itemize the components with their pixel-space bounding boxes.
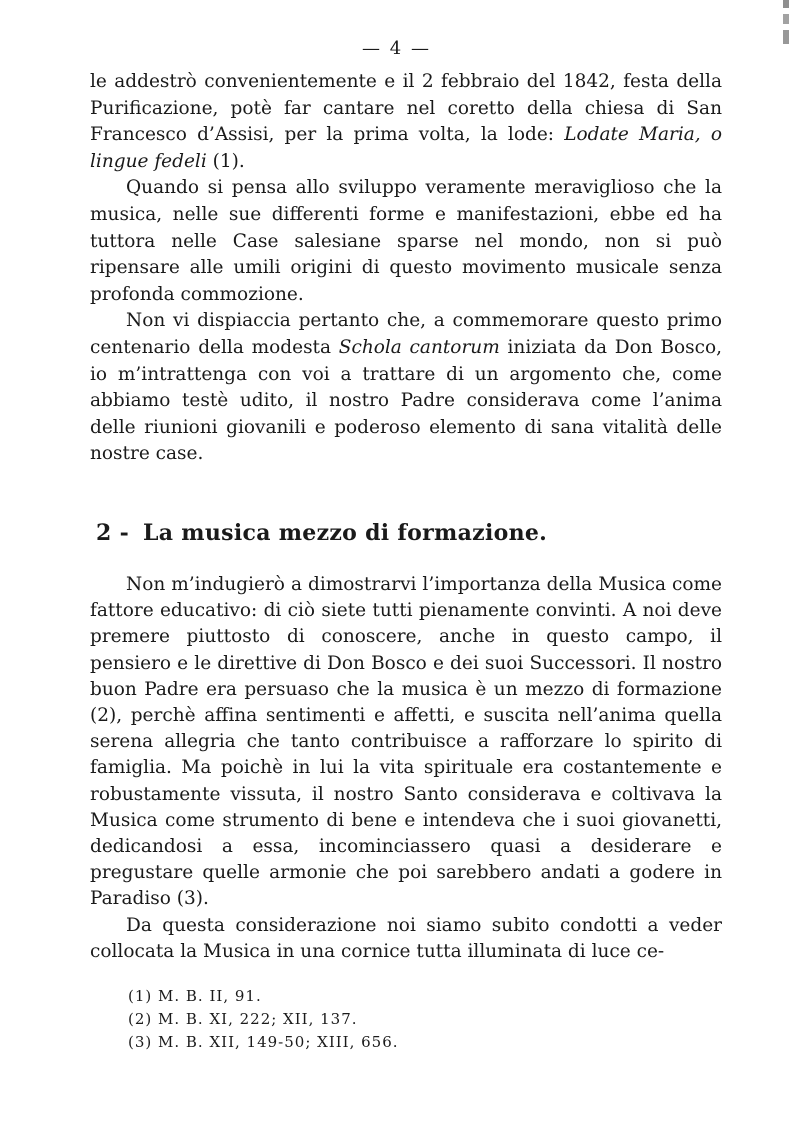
paragraph-2: Quando si pensa allo sviluppo veramente meraviglioso che la musica, nelle sue differenti forme e manifestazioni, ebbe ed ha tuttora nelle Case salesiane sparse nel mondo, non si può ripensare alle umili origini di questo movimento musicale senza profonda commozione. — [90, 177, 722, 305]
paragraph-4: Non m’indugierò a dimostrarvi l’importanza della Musica come fattore educativo: di ciò siete tutti pienamente convinti. A noi deve premere piuttosto di conoscere, anche in questo campo, il pensiero e le direttive di Don Bosco e dei suoi Successori. Il nostro buon Padre era persuaso che la musica è un mezzo di formazione (2), perchè affina sentimenti e affetti, e suscita nell’anima quella serena allegria che tanto contribuisce a rafforzare lo spirito di famiglia. Ma poichè in lui la vita spirituale era costantemente e robustamente vissuta, il nostro Santo considerava e coltivava la Musica come strumento di bene e intendeva che i suoi giovanetti, dedicandosi a essa, incominciassero quasi a desiderare e pregustare quelle armonie che poi sarebbero andati a godere in Paradiso (3). — [90, 574, 722, 910]
section-title: La musica mezzo di formazione. — [143, 520, 548, 546]
schola-cantorum: Schola cantorum — [338, 336, 500, 358]
paragraph-3-end: iniziata da Don Bosco, io m’intrattenga con voi a trattare di un argomento che, come abbiamo testè udito, il nostro Padre considerava come l’anima delle riunioni giovanili e poderoso elemento di sana vitalità delle nostre case. — [90, 336, 723, 465]
paragraph-1-end: (1). — [206, 150, 245, 172]
footnote-1: (1) M. B. II, 91. — [128, 987, 262, 1005]
section-heading — [96, 520, 716, 546]
paragraph-3-text: Non vi dispiaccia pertanto che, a commemorare questo primo centenario della modesta — [90, 310, 722, 358]
section-number: 2 - — [96, 520, 129, 546]
body-text-top — [90, 69, 722, 468]
paragraph-1 — [90, 69, 722, 175]
paragraph-1-text: le addestrò convenientemente e il 2 febbraio del 1842, festa della Purificazione, potè far cantare nel coretto della chiesa di San Francesco d’Assisi, per la prima volta, la lode: — [90, 71, 722, 146]
hymn-title: Lodate Maria, o lingue fedeli — [90, 124, 722, 172]
footnotes — [128, 985, 628, 1054]
body-text-bottom — [90, 572, 722, 965]
footnote-2: (2) M. B. XI, 222; XII, 137. — [128, 1010, 358, 1028]
page-number: — 4 — — [362, 38, 431, 59]
footnote-3: (3) M. B. XII, 149-50; XIII, 656. — [128, 1033, 399, 1051]
paragraph-3 — [90, 308, 722, 468]
paragraph-5: Da questa considerazione noi siamo subito condotti a veder collocata la Musica in una cornice tutta illuminata di luce ce- — [90, 914, 722, 962]
